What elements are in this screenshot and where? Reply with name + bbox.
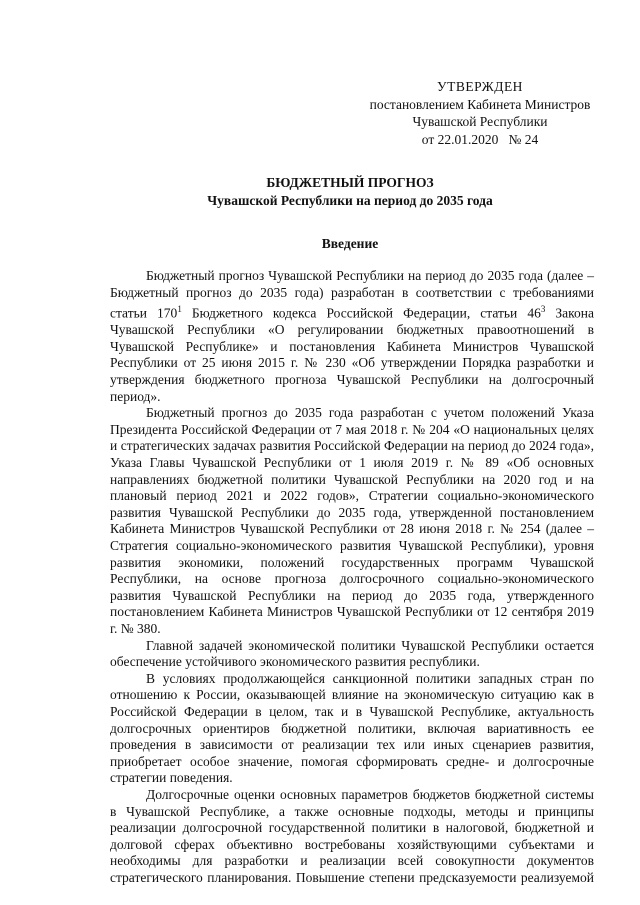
approval-stamp <box>360 78 600 148</box>
paragraph-2: Бюджетный прогноз до 2035 года разработан с учетом положений Указа Президента Российской Федерации от 7 мая 2018 г. № 204 «О национальных целях и стратегических задачах развития Российской Федерации на период до 2024 года», Указа Главы Чувашской Республики от 1 июля 2019 г. № 89 «Об основных направлениях бюджетной политики Чувашской Республики на 2020 год и на плановый период 2021 и 2022 годов», Стратегии социально-экономического развития Чувашской Республики до 2035 года, утвержденной постановлением Кабинета Министров Чувашской Республики от 28 июня 2018 г. № 254 (далее – Стратегия социально-экономического развития Чувашской Республики), уровня развития экономики, положений государственных программ Чувашской Республики, на основе прогноза долгосрочного социально-экономического развития Чувашской Республики на период до 2035 года, утвержденного постановлением Кабинета Министров Чувашской Республики от 12 сентября 2019 г. № 380. <box>110 405 594 636</box>
approval-line-republic: Чувашской Республики <box>412 114 548 129</box>
paragraph-1 <box>110 268 594 405</box>
paragraph-1-superscript-2: 3 <box>540 304 546 315</box>
paragraph-1-part-a: Бюджетный прогноз Чувашской Республики на период до 2035 года (далее – Бюджетный прогноз до 2035 года) разработан в соответствии с требованиями статьи 170 <box>110 268 594 321</box>
approval-title: УТВЕРЖДЕН <box>437 79 523 94</box>
document-title: БЮДЖЕТНЫЙ ПРОГНОЗ <box>266 175 434 190</box>
paragraph-5: Долгосрочные оценки основных параметров бюджетов бюджетной системы в Чувашской Республике, а также основные подходы, методы и принципы реализации долгосрочной государственной политики в налоговой, бюджетной и долговой сферах объективно востребованы хозяйствующими субъектами и необходимы для разработки и реализации всей совокупности документов стратегического планирования. Повышение степени предсказуемости реализуемой <box>110 786 594 885</box>
paragraph-1-part-c: Закона Чувашской Республики «О регулировании бюджетных правоотношений в Чувашской Республике» и постановления Кабинета Министров Чувашской Республики от 25 июня 2015 г. № 230 «Об утверждении Порядка разработки и утверждения бюджетного прогноза Чувашской Республики на долгосрочный период». <box>110 305 594 404</box>
paragraph-3: Главной задачей экономической политики Чувашской Республики остается обеспечение устойчивого экономического развития республики. <box>110 637 594 670</box>
document-title-block <box>110 174 590 210</box>
paragraph-4: В условиях продолжающейся санкционной политики западных стран по отношению к России, оказывающей влияние на экономическую ситуацию как в Российской Федерации в целом, так и в Чувашской Республике, актуальность долгосрочных ориентиров бюджетной политики, включая вариативность ее проведения в зависимости от реализации тех или иных сценариев развития, приобретает особое значение, помогая сформировать средне- и долгосрочные стратегии поведения. <box>110 670 594 786</box>
approval-line-decree: постановлением Кабинета Министров <box>369 96 591 112</box>
paragraph-1-part-b: Бюджетного кодекса Российской Федерации, статьи 46 <box>181 305 541 321</box>
approval-line-date: от 22.01.2020 № 24 <box>421 131 539 147</box>
paragraph-1-superscript-1: 1 <box>177 304 182 315</box>
document-subtitle: Чувашской Республики на период до 2035 года <box>207 193 493 208</box>
document-body <box>110 268 594 886</box>
section-heading: Введение <box>321 236 379 251</box>
